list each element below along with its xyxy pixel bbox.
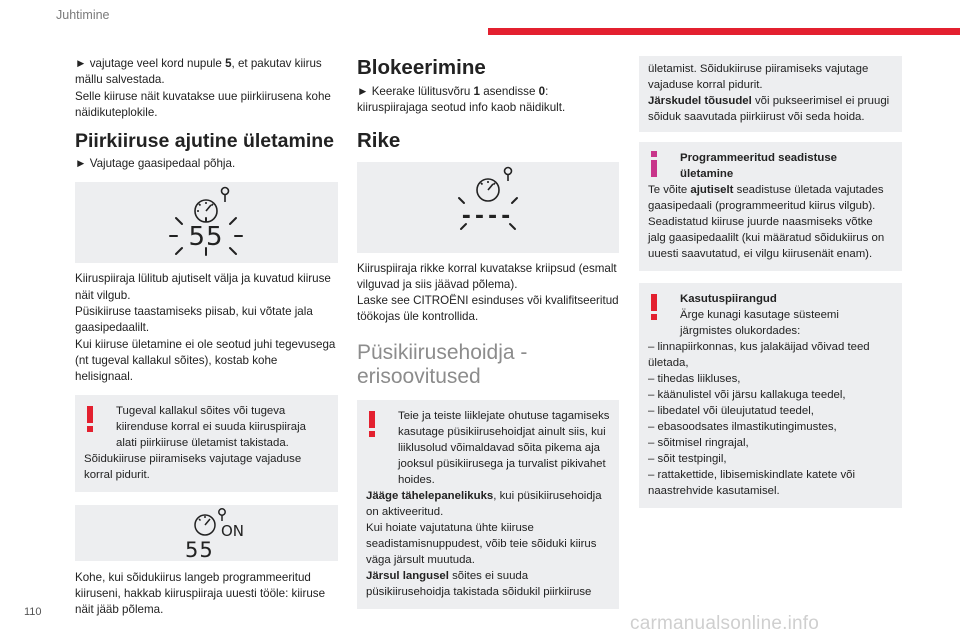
warning-box-slope [75, 395, 338, 492]
list-item: – ebasoodsates ilmastikutingimustes, [648, 421, 837, 433]
info-box-override [639, 142, 902, 271]
warning-box-limits [639, 283, 902, 508]
list-item: – linnapiirkonnas, kus jalakäijad võivad teed ületada, [648, 341, 870, 369]
warning-box-continued [639, 56, 902, 132]
warning-text-button: Kui hoiate vajutatuna ühte kiiruse seadistamisnuppudest, võib teie sõiduki kiirus väga järsult muutuda. [366, 521, 597, 566]
warning-text-safety: Teie ja teiste liiklejate ohutuse tagamiseks kasutage püsikiirusehoidjat ainult siis, kui liiklusolud võimaldavad sõita pikema aja jooksul püsikiirusega ja turvalist pikivahet hoides. [398, 409, 610, 486]
column-1 [75, 56, 338, 618]
speedometer-icon [477, 167, 512, 201]
exclamation-icon [84, 406, 96, 432]
speedometer-on-illustration [75, 505, 338, 561]
exclamation-icon [366, 411, 378, 437]
limiter-on-status: ON [221, 521, 245, 540]
fault-text: Kiiruspiiraja rikke korral kuvatakse kriipsud (esmalt vilguvad ja siis jäävad põlema). [357, 261, 617, 291]
intro-paragraph: ► vajutage veel kord nupule 5, et pakutav kiirus mällu salvestada. Selle kiiruse näit kuvatakse uue piirkiirusena kohe näidikuteplokile. [75, 57, 331, 119]
list-item: – sõit testpingil, [648, 453, 727, 465]
info-title: Programmeeritud seadistuse ületamine [680, 152, 837, 180]
info-text-return: Seadistatud kiiruse juurde naasmiseks võtke jalg gaasipedaalilt (kui määratud sõidukiirus on uuesti saavutatud, ei vilgu kiirusenäit enam). [648, 216, 885, 260]
list-item: – libedatel või üleujutatud teedel, [648, 405, 814, 417]
desc-flashing: Kiiruspiiraja lülitub ajutiselt välja ja kuvatud kiiruse näit vilgub. [75, 272, 331, 302]
list-item: – tihedas liikluses, [648, 373, 741, 385]
list-item: – rattakettide, libisemiskindlate katete või naastrehvide kasutamisel. [648, 469, 856, 497]
speedometer-flashing-illustration [75, 182, 338, 263]
continued-slopes: Järskudel tõusudel või pukseerimisel ei pruugi sõiduk saavutada piirkiirust või seda hoida. [648, 95, 890, 123]
warning-text-attention: Jääge tähelepanelikuks, kui püsikiirusehoidja on aktiveeritud. [366, 489, 602, 518]
speedometer-icon [195, 188, 229, 223]
info-icon [648, 151, 660, 177]
heading-temporary-override: Piirkiiruse ajutine ületamine [75, 130, 335, 153]
step-accelerator: ► Vajutage gaasipedaal põhja. [75, 157, 236, 171]
header-accent-bar [488, 28, 960, 35]
desc-resume: Püsikiiruse taastamiseks piisab, kui võtate jala gaasipedaalilt. [75, 305, 313, 335]
list-item: – sõitmisel ringrajal, [648, 437, 749, 449]
limits-intro: Ärge kunagi kasutage süsteemi järgmistes olukordades: [680, 309, 839, 337]
figure-fault-dashes [357, 162, 619, 253]
flashing-speed-digits: 55 [188, 222, 224, 253]
column-3 [639, 56, 902, 508]
warning-box-cruise [357, 400, 619, 609]
limits-title: Kasutuspiirangud [680, 293, 777, 305]
continued-text: ületamist. Sõidukiiruse piiramiseks vajutage vajaduse korral pidurit. [648, 63, 869, 91]
column-2 [357, 56, 619, 609]
figure-speed-flashing [75, 182, 338, 263]
heading-blocking: Blokeerimine [357, 56, 486, 79]
warning-text-brake: Sõidukiiruse piiramiseks vajutage vajaduse korral pidurit. [84, 452, 302, 481]
fault-dashes: ---- [461, 203, 515, 229]
warning-text-slope: Tugeval kallakul sõites või tugeva kiirenduse korral ei suuda kiiruspiiraja alati piirkiiruse ületamist takistada. [116, 404, 306, 449]
page-number: 110 [24, 606, 42, 618]
header-title: Juhtimine [56, 8, 110, 22]
heading-fault: Rike [357, 128, 401, 152]
closing-paragraph: Kohe, kui sõidukiirus langeb programmeeritud kiiruseni, hakkab kiiruspiiraja uuesti tööle: kiiruse näit jääb põlema. [75, 570, 326, 617]
warning-text-descent: Järsul langusel sõites ei suuda püsikiirusehoidja takistada sõidukil piirkiiruse [366, 569, 592, 598]
watermark: carmanualsonline.info [630, 613, 820, 634]
exclamation-icon [648, 294, 660, 320]
info-text-temporary: Te võite ajutiselt seadistuse ületada vajutades gaasipedaali (programmeeritud kiirus vilgub). [648, 184, 884, 212]
figure-speed-on [75, 505, 338, 561]
blocking-step: ► Keerake lülitusvõru 1 asendisse 0: kiiruspiirajaga seotud info kaob näidikult. [357, 85, 566, 115]
speedometer-fault-illustration [357, 162, 619, 253]
desc-signal: Kui kiiruse ületamine ei ole seotud juhi tegevusega (nt tugeval kallakul sõites), kostab kohe helisignaal. [75, 337, 336, 384]
limiter-speed-digits: 55 [185, 537, 214, 561]
list-item: – käänulistel või järsu kallakuga teedel, [648, 389, 846, 401]
heading-cruise-recommendations: Püsikiirusehoidja - erisoovitused [357, 340, 528, 388]
fault-service: Laske see CITROËNI esinduses või kvalifitseeritud töökojas üle kontrollida. [357, 294, 619, 324]
